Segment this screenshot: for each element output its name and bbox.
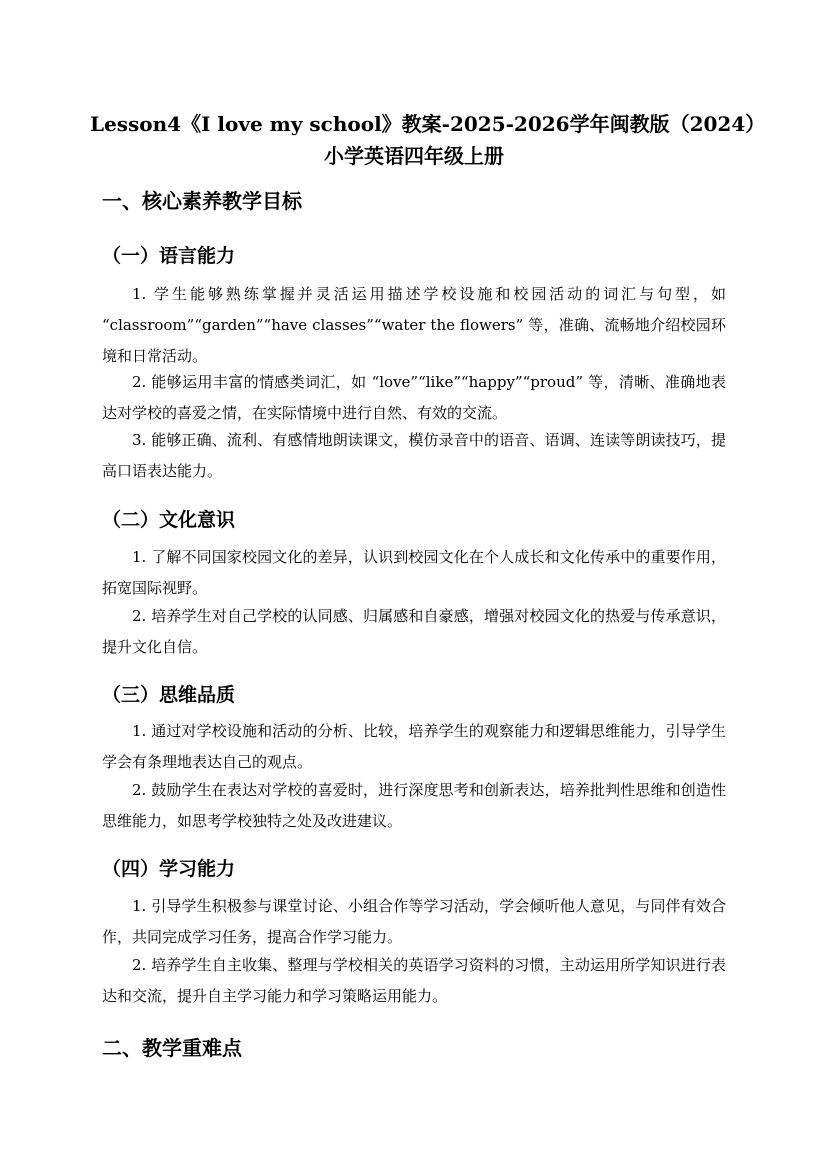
document-title-line-1: Lesson4《I love my school》教案-2025-2026学年闽教版（2024） [90, 112, 766, 136]
section-1-heading: 一、核心素养教学目标 [102, 189, 302, 213]
culture-paragraph-2: 2. 培养学生对自己学校的认同感、归属感和自豪感，增强对校园文化的热爱与传承意识，提升文化自信。 [102, 607, 726, 656]
language-paragraph-1: 1. 学生能够熟练掌握并灵活运用描述学校设施和校园活动的词汇与句型，如 “classroom”“garden”“have classes”“water the flowers” 等，准确、流畅地介绍校园环境和日常活动。 [102, 285, 726, 365]
language-paragraph-3: 3. 能够正确、流利、有感情地朗读课文，模仿录音中的语音、语调、连读等朗读技巧，提高口语表达能力。 [102, 431, 726, 480]
thinking-paragraph-2: 2. 鼓励学生在表达对学校的喜爱时，进行深度思考和创新表达，培养批判性思维和创造性思维能力，如思考学校独特之处及改进建议。 [102, 781, 726, 830]
document-title-line-2: 小学英语四年级上册 [324, 144, 504, 168]
subsection-culture-heading: （二）文化意识 [102, 509, 236, 531]
culture-paragraph-1: 1. 了解不同国家校园文化的差异，认识到校园文化在个人成长和文化传承中的重要作用，拓宽国际视野。 [102, 548, 726, 597]
subsection-learning-heading: （四）学习能力 [102, 858, 236, 880]
learning-paragraph-1: 1. 引导学生积极参与课堂讨论、小组合作等学习活动，学会倾听他人意见，与同伴有效合作，共同完成学习任务，提高合作学习能力。 [102, 897, 726, 946]
subsection-thinking-heading: （三）思维品质 [102, 684, 236, 706]
language-paragraph-2: 2. 能够运用丰富的情感类词汇，如 “love”“like”“happy”“proud” 等，清晰、准确地表达对学校的喜爱之情，在实际情境中进行自然、有效的交流。 [102, 373, 726, 422]
subsection-language-heading: （一）语言能力 [102, 245, 236, 267]
thinking-paragraph-1: 1. 通过对学校设施和活动的分析、比较，培养学生的观察能力和逻辑思维能力，引导学生学会有条理地表达自己的观点。 [102, 722, 726, 771]
learning-paragraph-2: 2. 培养学生自主收集、整理与学校相关的英语学习资料的习惯，主动运用所学知识进行表达和交流，提升自主学习能力和学习策略运用能力。 [102, 956, 726, 1005]
section-2-heading: 二、教学重难点 [102, 1036, 242, 1060]
